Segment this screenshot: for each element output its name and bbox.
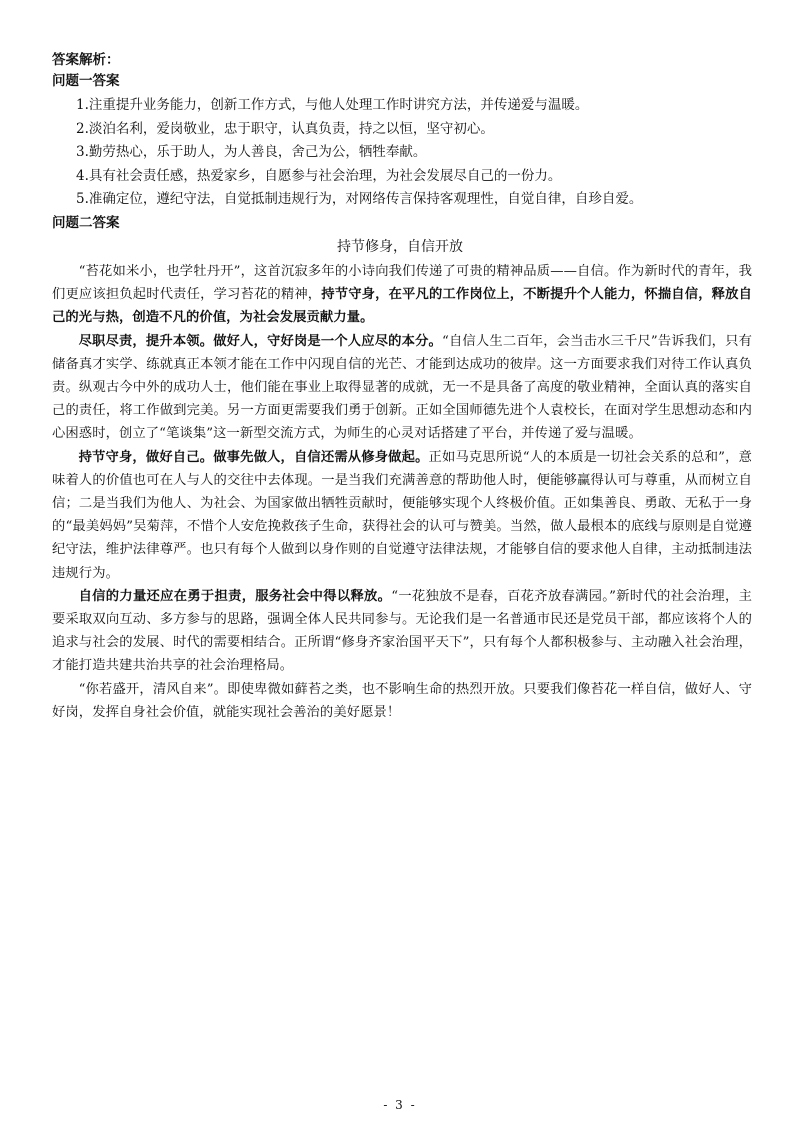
paragraph-topic-sentence: 自信的力量还应在勇于担责，服务社会中得以释放。 <box>78 588 392 604</box>
essay-paragraph-2 <box>52 330 752 446</box>
answer-item: 4.具有社会责任感，热爱家乡，自愿参与社会治理，为社会发展尽自己的一份力。 <box>76 167 562 184</box>
essay-paragraph-1 <box>52 260 752 330</box>
essay-paragraph-3 <box>52 446 752 585</box>
essay-title: 持节修身，自信开放 <box>337 239 463 255</box>
essay-paragraph-5 <box>52 678 752 724</box>
answer-item: 5.准确定位，遵纪守法，自觉抵制违规行为，对网络传言保持客观理性，自觉自律，自珍自爱。 <box>76 191 643 207</box>
essay-paragraph-4 <box>52 585 752 678</box>
answer-item: 2.淡泊名利，爱岗敬业，忠于职守，认真负责，持之以恒，坚守初心。 <box>76 120 494 137</box>
paragraph-text: “一花独放不是春，百花齐放春满园。”新时代的社会治理，主要采取双向互动、多方参与的思路，强调全体人民共同参与。无论我们是一名普通市民还是党员干部，都应该将个人的追求与社会的发展、时代的需要相结合。正所谓“修身齐家治国平天下”，只有每个人都积极参与、主动融入社会治理，才能打造共建共治共享的社会治理格局。 <box>52 588 752 674</box>
analysis-heading: 答案解析： <box>52 52 120 68</box>
answer-item: 3.勤劳热心，乐于助人，为人善良，舍己为公，牺牲奉献。 <box>76 144 427 160</box>
page-number: - 3 - <box>383 1098 417 1112</box>
essay-body <box>52 260 752 724</box>
answer-item: 1.注重提升业务能力，创新工作方式，与他人处理工作时讲究方法，并传递爱与温暖。 <box>76 97 589 113</box>
paragraph-text: “自信人生二百年，会当击水三千尺”告诉我们，只有储备真才实学、练就真正本领才能在工作中闪现自信的光芒、才能到达成功的彼岸。这一方面要求我们对待工作认真负责。纵观古今中外的成功人士，他们能在事业上取得显著的成就，无一不是具备了高度的敬业精神，全面认真的落实自己的责任，将工作做到完美。另一方面更需要我们勇于创新。正如全国师德先进个人袁校长，在面对学生思想动态和内心困惑时，创立了“笔谈集”这一新型交流方式，为师生的心灵对话搭建了平台，并传递了爱与温暖。 <box>52 333 752 442</box>
paragraph-text: 正如马克思所说“人的本质是一切社会关系的总和”，意味着人的价值也可在人与人的交往中去体现。一是当我们充满善意的帮助他人时，便能够赢得认可与尊重，从而树立自信；二是当我们为他人、为社会、为国家做出牺牲贡献时，便能够实现个人终极价值。正如集善良、勇敢、无私于一身的“最美妈妈”吴菊萍，不惜个人安危挽救孩子生命，获得社会的认可与赞美。当然，做人最根本的底线与原则是自觉遵纪守法，维护法律尊严。也只有每个人做到以身作则的自觉遵守法律法规，才能够自信的要求他人自律，主动抵制违法违规行为。 <box>52 449 752 581</box>
question-one-answer-list <box>76 94 642 212</box>
question-one-heading: 问题一答案 <box>52 73 120 89</box>
question-two-heading: 问题二答案 <box>52 215 120 231</box>
paragraph-topic-sentence: 尽职尽责，提升本领。做好人，守好岗是一个人应尽的本分。 <box>78 333 443 349</box>
paragraph-text: “你若盛开，清风自来”。即使卑微如藓苔之类，也不影响生命的热烈开放。只要我们像苔花一样自信，做好人、守好岗，发挥自身社会价值，就能实现社会善治的美好愿景！ <box>52 681 752 720</box>
paragraph-thesis: 持节守身，在平凡的工作岗位上，不断提升个人能力，怀揣自信，释放自己的光与热，创造不凡的价值，为社会发展贡献力量。 <box>52 287 753 326</box>
paragraph-text: “苔花如米小，也学牡丹开”，这首沉寂多年的小诗向我们传递了可贵的精神品质——自信。作为新时代的青年，我们更应该担负起时代责任，学习苔花的精神， <box>52 264 752 303</box>
paragraph-topic-sentence: 持节守身，做好自己。做事先做人，自信还需从修身做起。 <box>78 449 429 465</box>
